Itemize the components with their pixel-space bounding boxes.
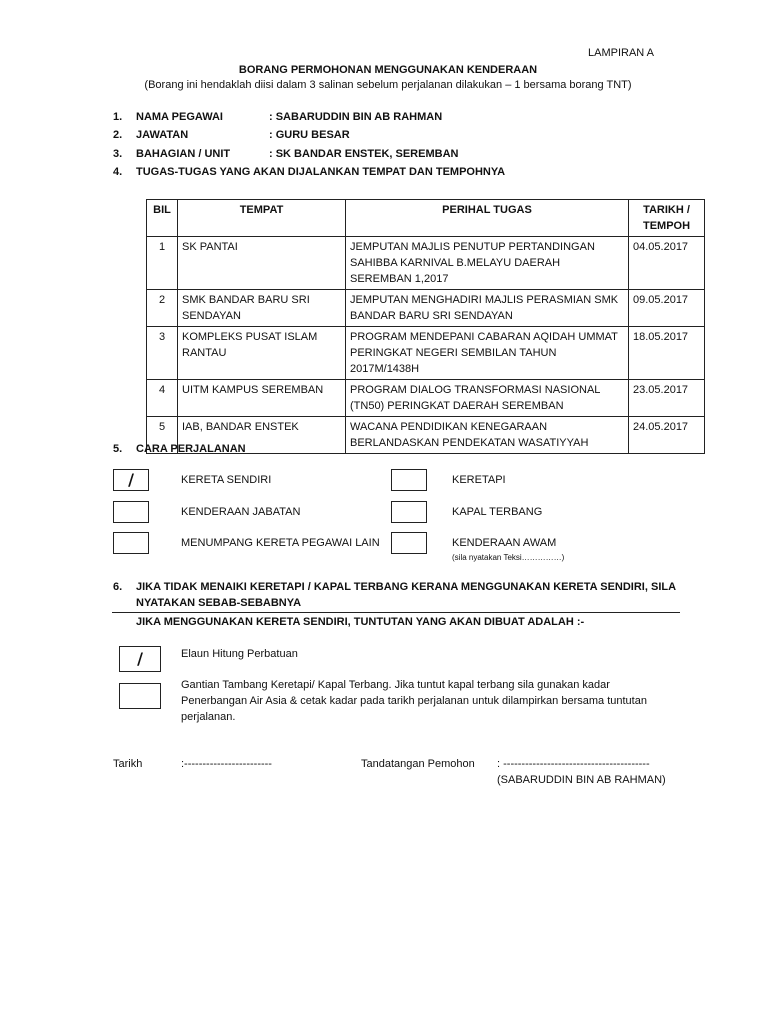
section-divider — [112, 612, 680, 613]
field-nama-label: NAMA PEGAWAI — [136, 111, 223, 123]
section-6-line2: NYATAKAN SEBAB-SEBABNYA — [136, 597, 302, 609]
table-row — [147, 380, 705, 417]
kereta-sendiri-checkbox[interactable] — [113, 469, 149, 491]
cell-perihal: JEMPUTAN MAJLIS PENUTUP PERTANDINGAN SAHIBBA KARNIVAL B.MELAYU DAERAH SEREMBAN 1,2017 — [346, 237, 629, 290]
tuntutan-heading: JIKA MENGGUNAKAN KERETA SENDIRI, TUNTUTAN YANG AKAN DIBUAT ADALAH :- — [136, 616, 585, 628]
cell-perihal: PROGRAM DIALOG TRANSFORMASI NASIONAL (TN50) PERINGKAT DAERAH SEREMBAN — [346, 380, 629, 417]
field-bahagian-value: : SK BANDAR ENSTEK, SEREMBAN — [269, 148, 459, 160]
gantian-line2: Penerbangan Air Asia & cetak kadar pada tarikh perjalanan untuk dilampirkan bersama tuntutan — [181, 695, 647, 707]
kapal-terbang-checkbox[interactable] — [391, 501, 427, 523]
field-jawatan-value: : GURU BESAR — [269, 129, 350, 141]
cell-tempat: IAB, BANDAR ENSTEK — [178, 417, 346, 454]
form-subtitle: (Borang ini hendaklah diisi dalam 3 salinan sebelum perjalanan dilakukan – 1 bersama borang TNT) — [144, 79, 632, 91]
cell-bil: 1 — [147, 237, 178, 290]
checkbox-mark: / — [137, 649, 143, 668]
cell-bil: 4 — [147, 380, 178, 417]
table-row — [147, 327, 705, 380]
field-jawatan-label: JAWATAN — [136, 129, 189, 141]
teksi-note: (sila nyatakan Teksi……………) — [452, 553, 565, 562]
tandatangan-value[interactable]: : ---------------------------------------- — [497, 758, 650, 770]
kenderaan-awam-checkbox[interactable] — [391, 532, 427, 554]
lampiran-label: LAMPIRAN A — [588, 47, 655, 59]
field-tugas-label: TUGAS-TUGAS YANG AKAN DIJALANKAN TEMPAT DAN TEMPOHNYA — [136, 166, 506, 178]
cell-perihal: JEMPUTAN MENGHADIRI MAJLIS PERASMIAN SMK BANDAR BARU SRI SENDAYAN — [346, 290, 629, 327]
tarikh-label: Tarikh — [113, 758, 143, 770]
col-tempat-header: TEMPAT — [178, 200, 346, 237]
table-row — [147, 237, 705, 290]
pemohon-name: (SABARUDDIN BIN AB RAHMAN) — [497, 774, 666, 786]
field-3-num: 3. — [113, 148, 123, 160]
kenderaan-awam-label: KENDERAAN AWAM — [452, 537, 557, 549]
field-nama-value: : SABARUDDIN BIN AB RAHMAN — [269, 111, 443, 123]
kapal-terbang-label: KAPAL TERBANG — [452, 506, 543, 518]
field-1-num: 1. — [113, 111, 123, 123]
cell-tarikh: 24.05.2017 — [629, 417, 705, 454]
table-row — [147, 290, 705, 327]
checkbox-mark: / — [128, 470, 134, 489]
tandatangan-label: Tandatangan Pemohon — [361, 758, 475, 770]
cell-bil: 2 — [147, 290, 178, 327]
col-perihal-header: PERIHAL TUGAS — [346, 200, 629, 237]
keretapi-label: KERETAPI — [452, 474, 506, 486]
section-5-num: 5. — [113, 443, 123, 455]
gantian-line3: perjalanan. — [181, 711, 236, 723]
tugas-table — [146, 199, 705, 454]
keretapi-checkbox[interactable] — [391, 469, 427, 491]
cell-tarikh: 18.05.2017 — [629, 327, 705, 380]
cell-tarikh: 04.05.2017 — [629, 237, 705, 290]
table-header-row — [147, 200, 705, 237]
tarikh-value[interactable]: :------------------------ — [181, 758, 272, 770]
cell-tempat: KOMPLEKS PUSAT ISLAM RANTAU — [178, 327, 346, 380]
cell-tempat: SK PANTAI — [178, 237, 346, 290]
cell-tarikh: 23.05.2017 — [629, 380, 705, 417]
cell-tempat: UITM KAMPUS SEREMBAN — [178, 380, 346, 417]
cell-tempat: SMK BANDAR BARU SRI SENDAYAN — [178, 290, 346, 327]
kenderaan-jabatan-label: KENDERAAN JABATAN — [181, 506, 301, 518]
cell-perihal: WACANA PENDIDIKAN KENEGARAAN BERLANDASKAN PENDEKATAN WASATIYYAH — [346, 417, 629, 454]
section-5-label: CARA PERJALANAN — [136, 443, 246, 455]
section-6-num: 6. — [113, 581, 123, 593]
elaun-checkbox[interactable] — [119, 646, 161, 672]
menumpang-checkbox[interactable] — [113, 532, 149, 554]
gantian-checkbox[interactable] — [119, 683, 161, 709]
form-title: BORANG PERMOHONAN MENGGUNAKAN KENDERAAN — [238, 64, 538, 76]
cell-tarikh: 09.05.2017 — [629, 290, 705, 327]
field-bahagian-label: BAHAGIAN / UNIT — [136, 148, 231, 160]
field-4-num: 4. — [113, 166, 123, 178]
kereta-sendiri-label: KERETA SENDIRI — [181, 474, 272, 486]
gantian-line1: Gantian Tambang Keretapi/ Kapal Terbang. Jika tuntut kapal terbang sila gunakan kadar — [181, 679, 610, 691]
menumpang-label: MENUMPANG KERETA PEGAWAI LAIN — [181, 537, 380, 549]
cell-perihal: PROGRAM MENDEPANI CABARAN AQIDAH UMMAT PERINGKAT NEGERI SEMBILAN TAHUN 2017M/1438H — [346, 327, 629, 380]
kenderaan-jabatan-checkbox[interactable] — [113, 501, 149, 523]
cell-bil: 5 — [147, 417, 178, 454]
col-bil-header: BIL — [147, 200, 178, 237]
section-6-line1: JIKA TIDAK MENAIKI KERETAPI / KAPAL TERBANG KERANA MENGGUNAKAN KERETA SENDIRI, SILA — [136, 581, 677, 593]
col-tarikh-header: TARIKH / TEMPOH — [629, 200, 705, 237]
elaun-label: Elaun Hitung Perbatuan — [181, 648, 298, 660]
field-2-num: 2. — [113, 129, 123, 141]
cell-bil: 3 — [147, 327, 178, 380]
